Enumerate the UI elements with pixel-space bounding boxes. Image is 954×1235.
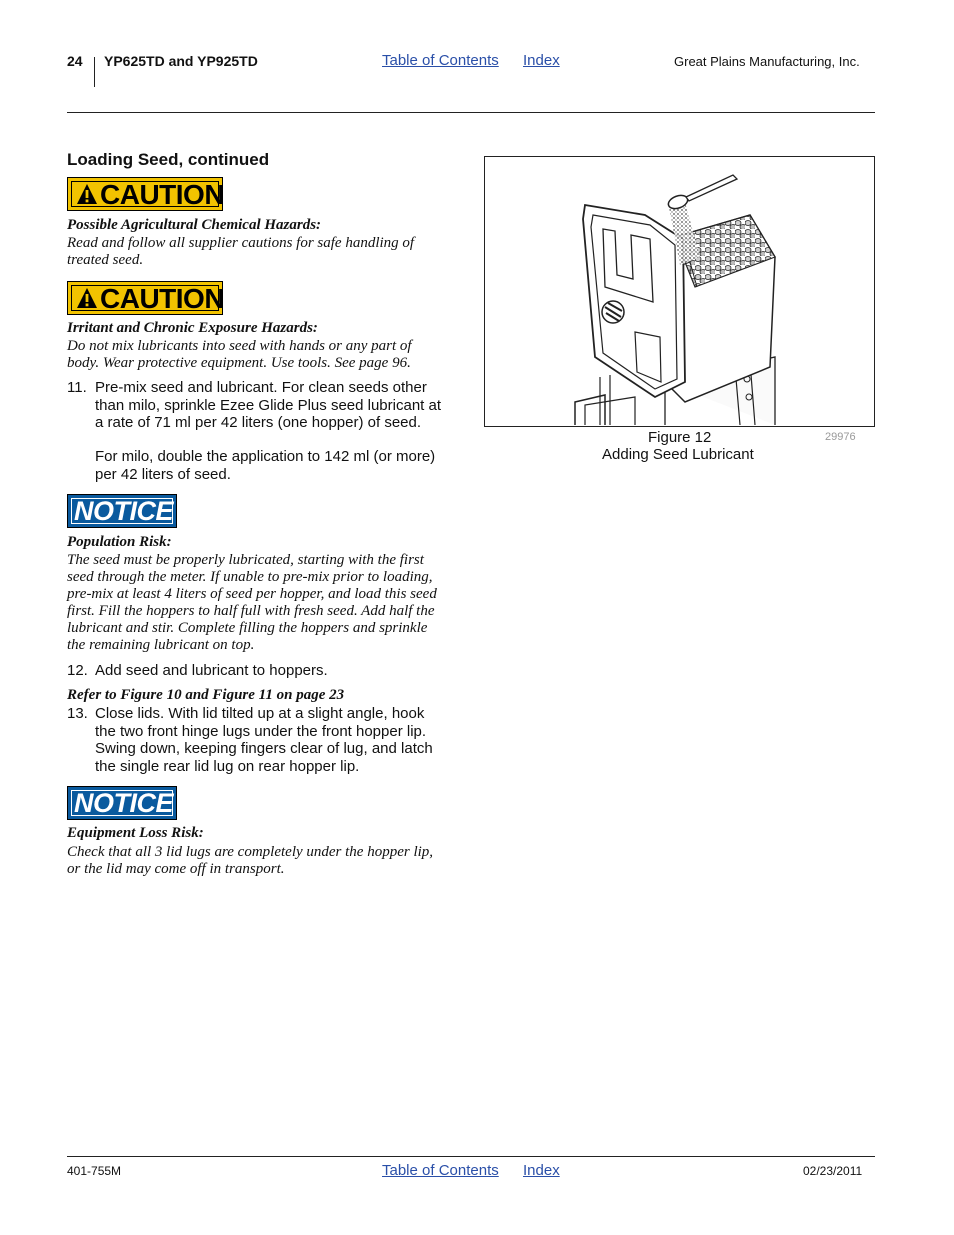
step-number: 11. (67, 379, 87, 396)
hazard-body: Check that all 3 lid lugs are completely under the hopper lip, or the lid may come off in transport. (67, 844, 434, 877)
figure-caption: Adding Seed Lubricant (602, 446, 754, 463)
warning-triangle-icon (76, 287, 98, 309)
header-company: Great Plains Manufacturing, Inc. (674, 54, 860, 69)
seed-hopper-illustration (485, 157, 874, 426)
caution-badge (67, 177, 223, 211)
notice-word: NOTICE (74, 788, 174, 818)
hazard-title: Equipment Loss Risk: (67, 825, 204, 841)
footer-toc-link[interactable]: Table of Contents (382, 1162, 499, 1179)
header-divider (94, 57, 95, 87)
hazard-body: Do not mix lubricants into seed with hands or any part of body. Wear protective equipment. Use tools. See page 96. (67, 338, 412, 371)
step-11-milo: For milo, double the application to 142 ml (or more) per 42 liters of seed. (95, 448, 436, 483)
step-12: 12. Add seed and lubricant to hoppers. (67, 662, 328, 679)
header-model: YP625TD and YP925TD (104, 53, 258, 69)
warning-triangle-icon (76, 183, 98, 205)
notice-word: NOTICE (74, 496, 174, 526)
step-13: 13. Close lids. With lid tilted up at a slight angle, hook the two front hinge lugs under the front hopper lip. Swing down, keeping fingers clear of lug, and latch the single rear lid lug on rear hopper lip. (67, 705, 433, 775)
hazard-body: The seed must be properly lubricated, starting with the first seed through the meter. If unable to pre-mix prior to loading, pre-mix at least 4 liters of seed per hopper, and load this seed first. Fill the hoppers to half full with fresh seed. Add half the lubricant and stir. Complete filling the hoppers and sprinkle the remaining lubricant on top. (67, 552, 437, 653)
header-index-link[interactable]: Index (523, 52, 560, 69)
section-title: Loading Seed, continued (67, 150, 270, 169)
header-rule (67, 112, 875, 113)
figure-frame (484, 156, 875, 427)
header-toc-link[interactable]: Table of Contents (382, 52, 499, 69)
step-number: 13. (67, 705, 88, 722)
notice-badge (67, 494, 177, 528)
footer-doc-number: 401-755M (67, 1164, 122, 1178)
step-11: 11. Pre-mix seed and lubricant. For clean seeds other than milo, sprinkle Ezee Glide Plus seed lubricant at a rate of 71 ml per 42 liters (one hopper) of seed. (67, 379, 442, 431)
caution-word: CAUTION (100, 179, 225, 210)
figure-label: Figure 12 (648, 429, 712, 446)
hazard-title: Possible Agricultural Chemical Hazards: (67, 217, 322, 233)
step-number: 12. (67, 662, 88, 679)
hazard-title: Population Risk: (67, 534, 172, 550)
caution-badge (67, 281, 223, 315)
hazard-title: Irritant and Chronic Exposure Hazards: (67, 320, 318, 336)
footer-index-link[interactable]: Index (523, 1162, 560, 1179)
hazard-body: Read and follow all supplier cautions for safe handling of treated seed. (67, 235, 415, 268)
footer-date: 02/23/2011 (803, 1164, 863, 1178)
page-number: 24 (67, 53, 83, 69)
notice-badge (67, 786, 177, 820)
footer-rule (67, 1156, 875, 1157)
figure-reference: Refer to Figure 10 and Figure 11 on page 23 (67, 687, 345, 703)
figure-number: 29976 (825, 431, 856, 443)
caution-word: CAUTION (100, 283, 225, 314)
